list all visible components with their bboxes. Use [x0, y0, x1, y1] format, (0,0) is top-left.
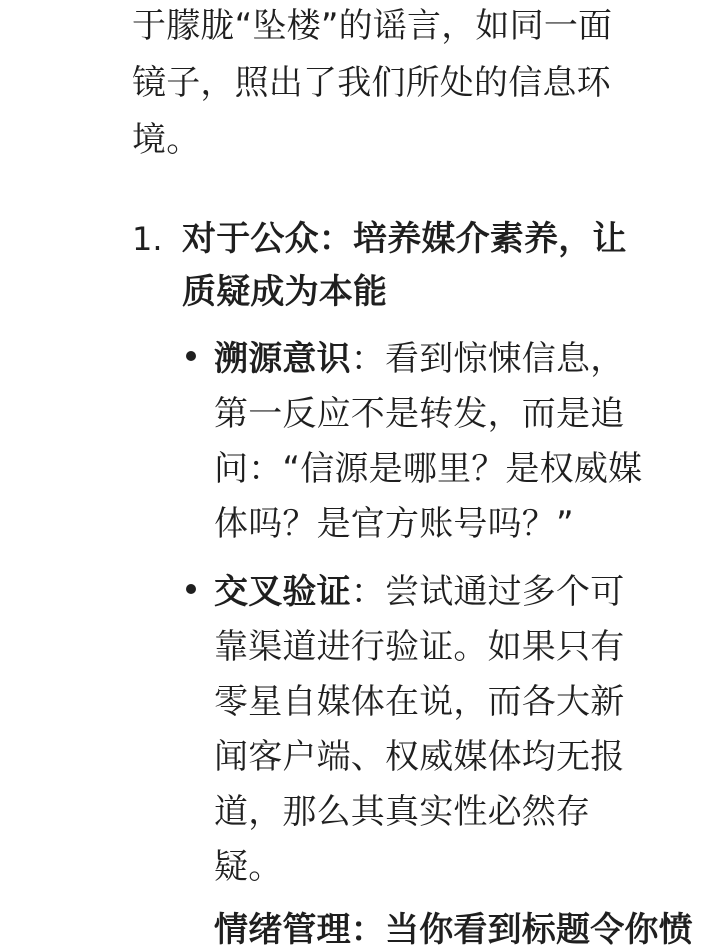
list-number: 1.: [132, 220, 163, 258]
section-title-line-2: 质疑成为本能: [182, 272, 388, 312]
list-item-1-line-1: [214, 339, 624, 379]
list-item-2-label: 交叉验证: [214, 572, 351, 612]
list-item-2-line-3: 零星自媒体在说，而各大新: [214, 682, 625, 722]
list-item-2-line-1: [214, 572, 624, 612]
list-item-1-label: 溯源意识: [214, 339, 351, 379]
list-item-2-line-5: 道，那么其真实性必然存: [214, 792, 591, 832]
list-item-1-line-3: 问：“信源是哪里？是权威媒: [214, 449, 643, 489]
list-item-2-line-2: 靠渠道进行验证。如果只有: [214, 627, 625, 667]
section-title-line-1: 对于公众：培养媒介素养，让: [182, 219, 627, 259]
list-item-2-line-4: 闻客户端、权威媒体均无报: [214, 737, 625, 777]
intro-line-1: 于朦胧“坠楼”的谣言，如同一面: [132, 6, 613, 46]
list-item-1-line-2: 第一反应不是转发，而是追: [214, 394, 625, 434]
partial-next-line: 情绪管理：当你看到标题令你愤: [214, 910, 693, 950]
bullet-icon: [186, 351, 196, 361]
bullet-icon: [186, 584, 196, 594]
intro-line-3: 境。: [132, 120, 201, 160]
intro-line-2: 镜子，照出了我们所处的信息环: [132, 63, 611, 103]
list-item-2-first-text: ：尝试通过多个可: [350, 572, 625, 612]
list-item-1-line-4: 体吗？是官方账号吗？”: [214, 504, 574, 544]
list-item-1-first-text: ：看到惊悚信息，: [350, 339, 625, 379]
list-item-2-line-6: 疑。: [214, 847, 283, 887]
